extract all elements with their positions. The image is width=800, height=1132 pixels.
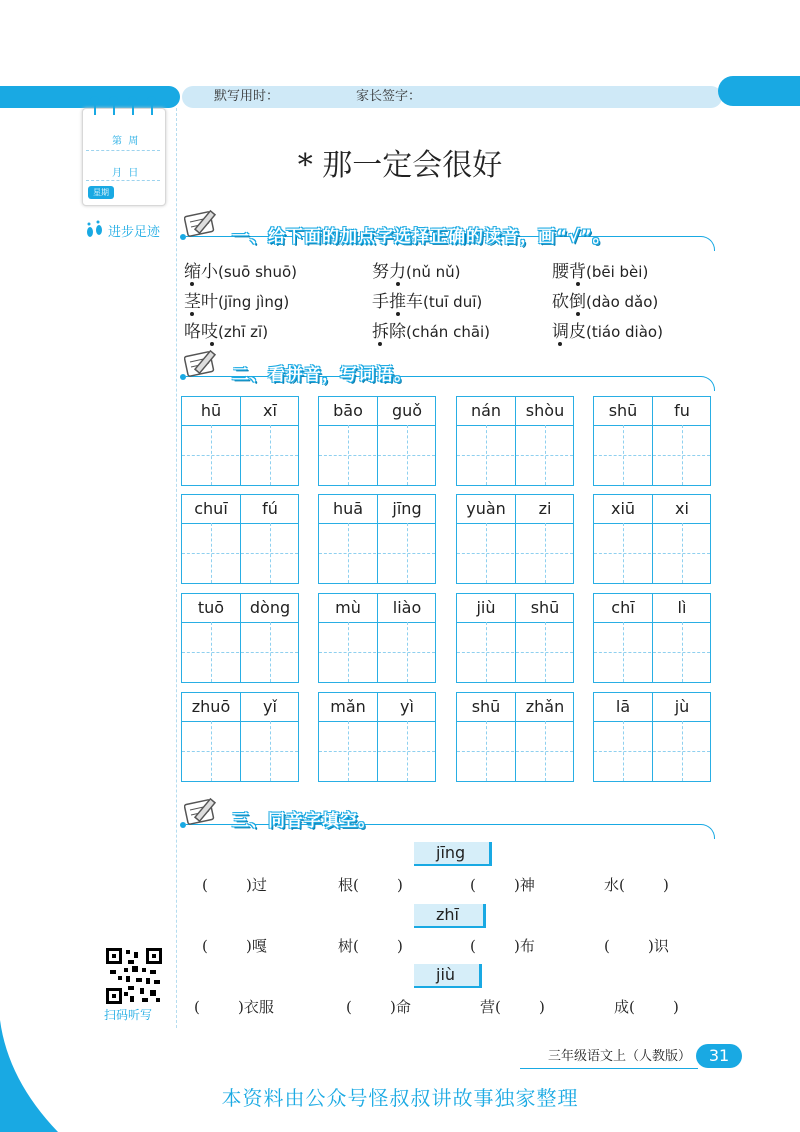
emphasis-dot <box>576 312 580 316</box>
pinyin-syllable: yuàn <box>466 499 506 518</box>
word-grid-box[interactable] <box>456 692 574 782</box>
fill-blank[interactable]: 水( ) <box>604 876 669 894</box>
section-2-title: 二、看拼音，写词语。 <box>232 365 412 385</box>
pinyin-syllable: zhǎn <box>525 697 565 716</box>
fill-blank[interactable]: 树( ) <box>338 937 403 955</box>
word-grid-box[interactable] <box>593 494 711 584</box>
reading-choice-item[interactable]: 调皮(tiáo diào) <box>552 322 663 342</box>
emphasis-dot <box>576 282 580 286</box>
ring-icon <box>128 96 138 112</box>
reading-choice-item[interactable]: 缩小(suō shuō) <box>184 262 297 282</box>
word-grid-box[interactable] <box>456 494 574 584</box>
pinyin-syllable: guǒ <box>391 401 423 420</box>
reading-choice-item[interactable]: 手推车(tuī duī) <box>372 292 483 312</box>
word-grid-box[interactable] <box>593 593 711 683</box>
fill-blank[interactable]: ( )衣服 <box>194 998 274 1016</box>
grid-guide <box>182 455 298 456</box>
grid-guide <box>182 751 298 752</box>
grid-guide <box>457 751 573 752</box>
pinyin-syllable: nán <box>470 401 502 420</box>
ring-icon <box>109 96 119 112</box>
pinyin-syllable: xi <box>675 499 689 518</box>
pinyin-syllable: zi <box>538 499 552 518</box>
pinyin-syllable: jīng <box>392 499 422 518</box>
pinyin-syllable: dòng <box>249 598 291 617</box>
grid-guide <box>457 652 573 653</box>
grid-guide <box>594 553 710 554</box>
section-1-title: 一、给下面的加点字选择正确的读音，画“√”。 <box>232 227 611 247</box>
grid-guide <box>319 455 435 456</box>
margin-line <box>176 108 177 1028</box>
qr-code-icon[interactable] <box>106 948 162 1004</box>
ring-icon <box>90 96 100 112</box>
pinyin-syllable: fu <box>674 401 690 420</box>
word-grid-box[interactable] <box>318 692 436 782</box>
section-3-title: 三、同音字填空。 <box>232 811 376 831</box>
emphasis-dot <box>190 282 194 286</box>
word-grid-box[interactable] <box>318 593 436 683</box>
page-number: 31 <box>696 1044 742 1068</box>
parent-signature-label: 家长签字： <box>356 89 422 104</box>
grid-guide <box>319 652 435 653</box>
page-title: * 那一定会很好 <box>297 148 503 183</box>
pinyin-syllable: xī <box>263 401 277 420</box>
grid-guide <box>594 455 710 456</box>
calendar-date-label: 月 日 <box>112 168 139 179</box>
word-grid-box[interactable] <box>456 396 574 486</box>
pencil-icon <box>184 206 224 240</box>
pinyin-syllable: shòu <box>525 401 565 420</box>
fill-blank[interactable]: 营( ) <box>480 998 545 1016</box>
grid-guide <box>319 751 435 752</box>
pinyin-tag: zhī <box>414 904 486 928</box>
emphasis-dot <box>190 312 194 316</box>
grid-guide <box>457 553 573 554</box>
fill-blank[interactable]: ( )布 <box>470 937 535 955</box>
reading-choice-item[interactable]: 腰背(bēi bèi) <box>552 262 649 282</box>
pinyin-syllable: lì <box>677 598 687 617</box>
watermark-text: 本资料由公众号怪叔叔讲故事独家整理 <box>221 1086 579 1110</box>
emphasis-dot <box>558 342 562 346</box>
footprint-icon <box>84 220 106 240</box>
pinyin-syllable: shū <box>530 598 560 617</box>
pencil-icon <box>184 794 224 828</box>
progress-footprint-label: 进步足迹 <box>108 225 161 240</box>
pinyin-syllable: mù <box>335 598 361 617</box>
reading-choice-item[interactable]: 咯吱(zhī zī) <box>184 322 269 342</box>
word-grid-box[interactable] <box>318 396 436 486</box>
fill-blank[interactable]: ( )识 <box>604 937 669 955</box>
word-grid-box[interactable] <box>181 494 299 584</box>
fill-blank[interactable]: ( )命 <box>346 998 411 1016</box>
pinyin-syllable: chī <box>611 598 635 617</box>
pencil-icon <box>184 346 224 380</box>
pinyin-syllable: shū <box>608 401 638 420</box>
pinyin-syllable: lā <box>615 697 631 716</box>
emphasis-dot <box>396 282 400 286</box>
word-grid-box[interactable] <box>181 593 299 683</box>
top-bar-right <box>718 76 800 106</box>
dictation-time-label: 默写用时： <box>214 89 280 104</box>
ring-icon <box>147 96 157 112</box>
fill-blank[interactable]: ( )神 <box>470 876 535 894</box>
fill-blank[interactable]: 根( ) <box>338 876 403 894</box>
grid-guide <box>182 652 298 653</box>
word-grid-box[interactable] <box>593 692 711 782</box>
pinyin-tag: jiù <box>414 964 482 988</box>
fill-blank[interactable]: ( )过 <box>202 876 267 894</box>
pinyin-syllable: bāo <box>333 401 363 420</box>
word-grid-box[interactable] <box>593 396 711 486</box>
pinyin-syllable: huā <box>332 499 364 518</box>
book-label: 三年级语文上（人教版） <box>548 1049 692 1064</box>
reading-choice-item[interactable]: 砍倒(dào dǎo) <box>552 292 659 312</box>
grid-guide <box>594 751 710 752</box>
pinyin-syllable: yì <box>400 697 414 716</box>
pinyin-syllable: shū <box>471 697 501 716</box>
word-grid-box[interactable] <box>456 593 574 683</box>
grid-guide <box>182 553 298 554</box>
pinyin-syllable: jù <box>674 697 690 716</box>
pinyin-syllable: tuō <box>197 598 225 617</box>
corner-decoration <box>0 1020 58 1132</box>
pinyin-tag: jīng <box>414 842 492 866</box>
reading-choice-item[interactable]: 茎叶(jīng jìng) <box>184 292 290 312</box>
emphasis-dot <box>396 312 400 316</box>
word-grid-box[interactable] <box>318 494 436 584</box>
pinyin-syllable: fú <box>262 499 278 518</box>
word-grid-box[interactable] <box>181 692 299 782</box>
pinyin-syllable: xiū <box>610 499 636 518</box>
pinyin-syllable: hū <box>200 401 222 420</box>
grid-guide <box>594 652 710 653</box>
emphasis-dot <box>378 342 382 346</box>
word-grid-box[interactable] <box>181 396 299 486</box>
grid-guide <box>319 553 435 554</box>
footer-line <box>520 1068 698 1069</box>
fill-blank[interactable]: 成( ) <box>614 998 679 1016</box>
pinyin-syllable: zhuō <box>191 697 231 716</box>
reading-choice-item[interactable]: 努力(nǔ nǔ) <box>372 262 461 282</box>
pinyin-syllable: liào <box>392 598 422 617</box>
calendar-week-label: 第 周 <box>112 136 139 147</box>
pinyin-syllable: chuī <box>194 499 228 518</box>
fill-blank[interactable]: ( )嘎 <box>202 937 267 955</box>
scan-dictation-label: 扫码听写 <box>104 1008 153 1022</box>
pinyin-syllable: mǎn <box>330 697 366 716</box>
grid-guide <box>457 455 573 456</box>
pinyin-syllable: jiù <box>476 598 496 617</box>
reading-choice-item[interactable]: 拆除(chán chāi) <box>372 322 491 342</box>
pinyin-syllable: yǐ <box>263 697 277 716</box>
calendar-weekday-tag: 星期 <box>88 186 114 199</box>
